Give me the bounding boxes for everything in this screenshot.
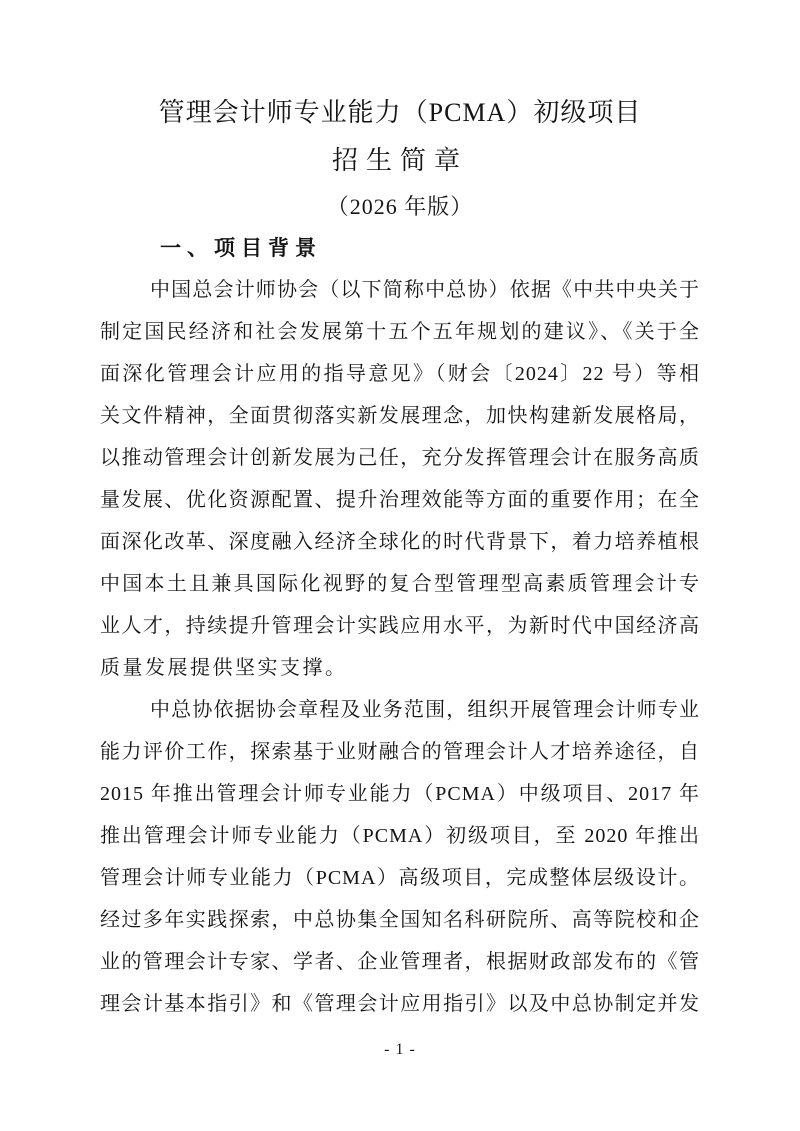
document-title-edition: （2026 年版） [326,194,474,219]
document-body [100,269,700,1025]
paragraph-line: 以推动管理会计创新发展为己任，充分发挥管理会计在服务高质 [100,447,700,469]
paragraph-line: 业人才，持续提升管理会计实践应用水平，为新时代中国经济高 [100,615,700,637]
paragraph [100,689,700,1025]
paragraph-line: 中国本土且兼具国际化视野的复合型管理型高素质管理会计专 [100,573,700,595]
paragraph-line: 中总协依据协会章程及业务范围，组织开展管理会计师专业 [150,699,700,721]
paragraph-line: 经过多年实践探索，中总协集全国知名科研院所、高等院校和企 [100,909,700,931]
paragraph-line: 管理会计师专业能力（PCMA）高级项目，完成整体层级设计。 [100,867,700,889]
page-number: - 1 - [384,1041,416,1058]
paragraph-line: 2015 年推出管理会计师专业能力（PCMA）中级项目、2017 年 [100,783,700,805]
paragraph-line: 关文件精神，全面贯彻落实新发展理念，加快构建新发展格局， [100,405,700,427]
paragraph-line: 质量发展提供坚实支撑。 [100,657,348,679]
section-heading-project-background: 一、项目背景 [160,237,322,260]
paragraph-line: 面深化改革、深度融入经济全球化的时代背景下，着力培养植根 [100,531,700,553]
paragraph-line: 推出管理会计师专业能力（PCMA）初级项目，至 2020 年推出 [100,825,700,847]
paragraph-line: 理会计基本指引》和《管理会计应用指引》以及中总协制定并发 [100,993,700,1015]
paragraph-line: 能力评价工作，探索基于业财融合的管理会计人才培养途径，自 [100,741,700,763]
document-title-line-1: 管理会计师专业能力（PCMA）初级项目 [158,98,642,127]
document-title-line-2: 招生简章 [331,146,468,175]
paragraph-line: 业的管理会计专家、学者、企业管理者，根据财政部发布的《管 [100,951,700,973]
paragraph-line: 中国总会计师协会（以下简称中总协）依据《中共中央关于 [150,279,700,301]
paragraph-line: 面深化管理会计应用的指导意见》（财会〔2024〕22 号）等相 [100,363,700,385]
paragraph [100,269,700,689]
paragraph-line: 制定国民经济和社会发展第十五个五年规划的建议》、《关于全 [100,321,700,343]
paragraph-line: 量发展、优化资源配置、提升治理效能等方面的重要作用；在全 [100,489,700,511]
